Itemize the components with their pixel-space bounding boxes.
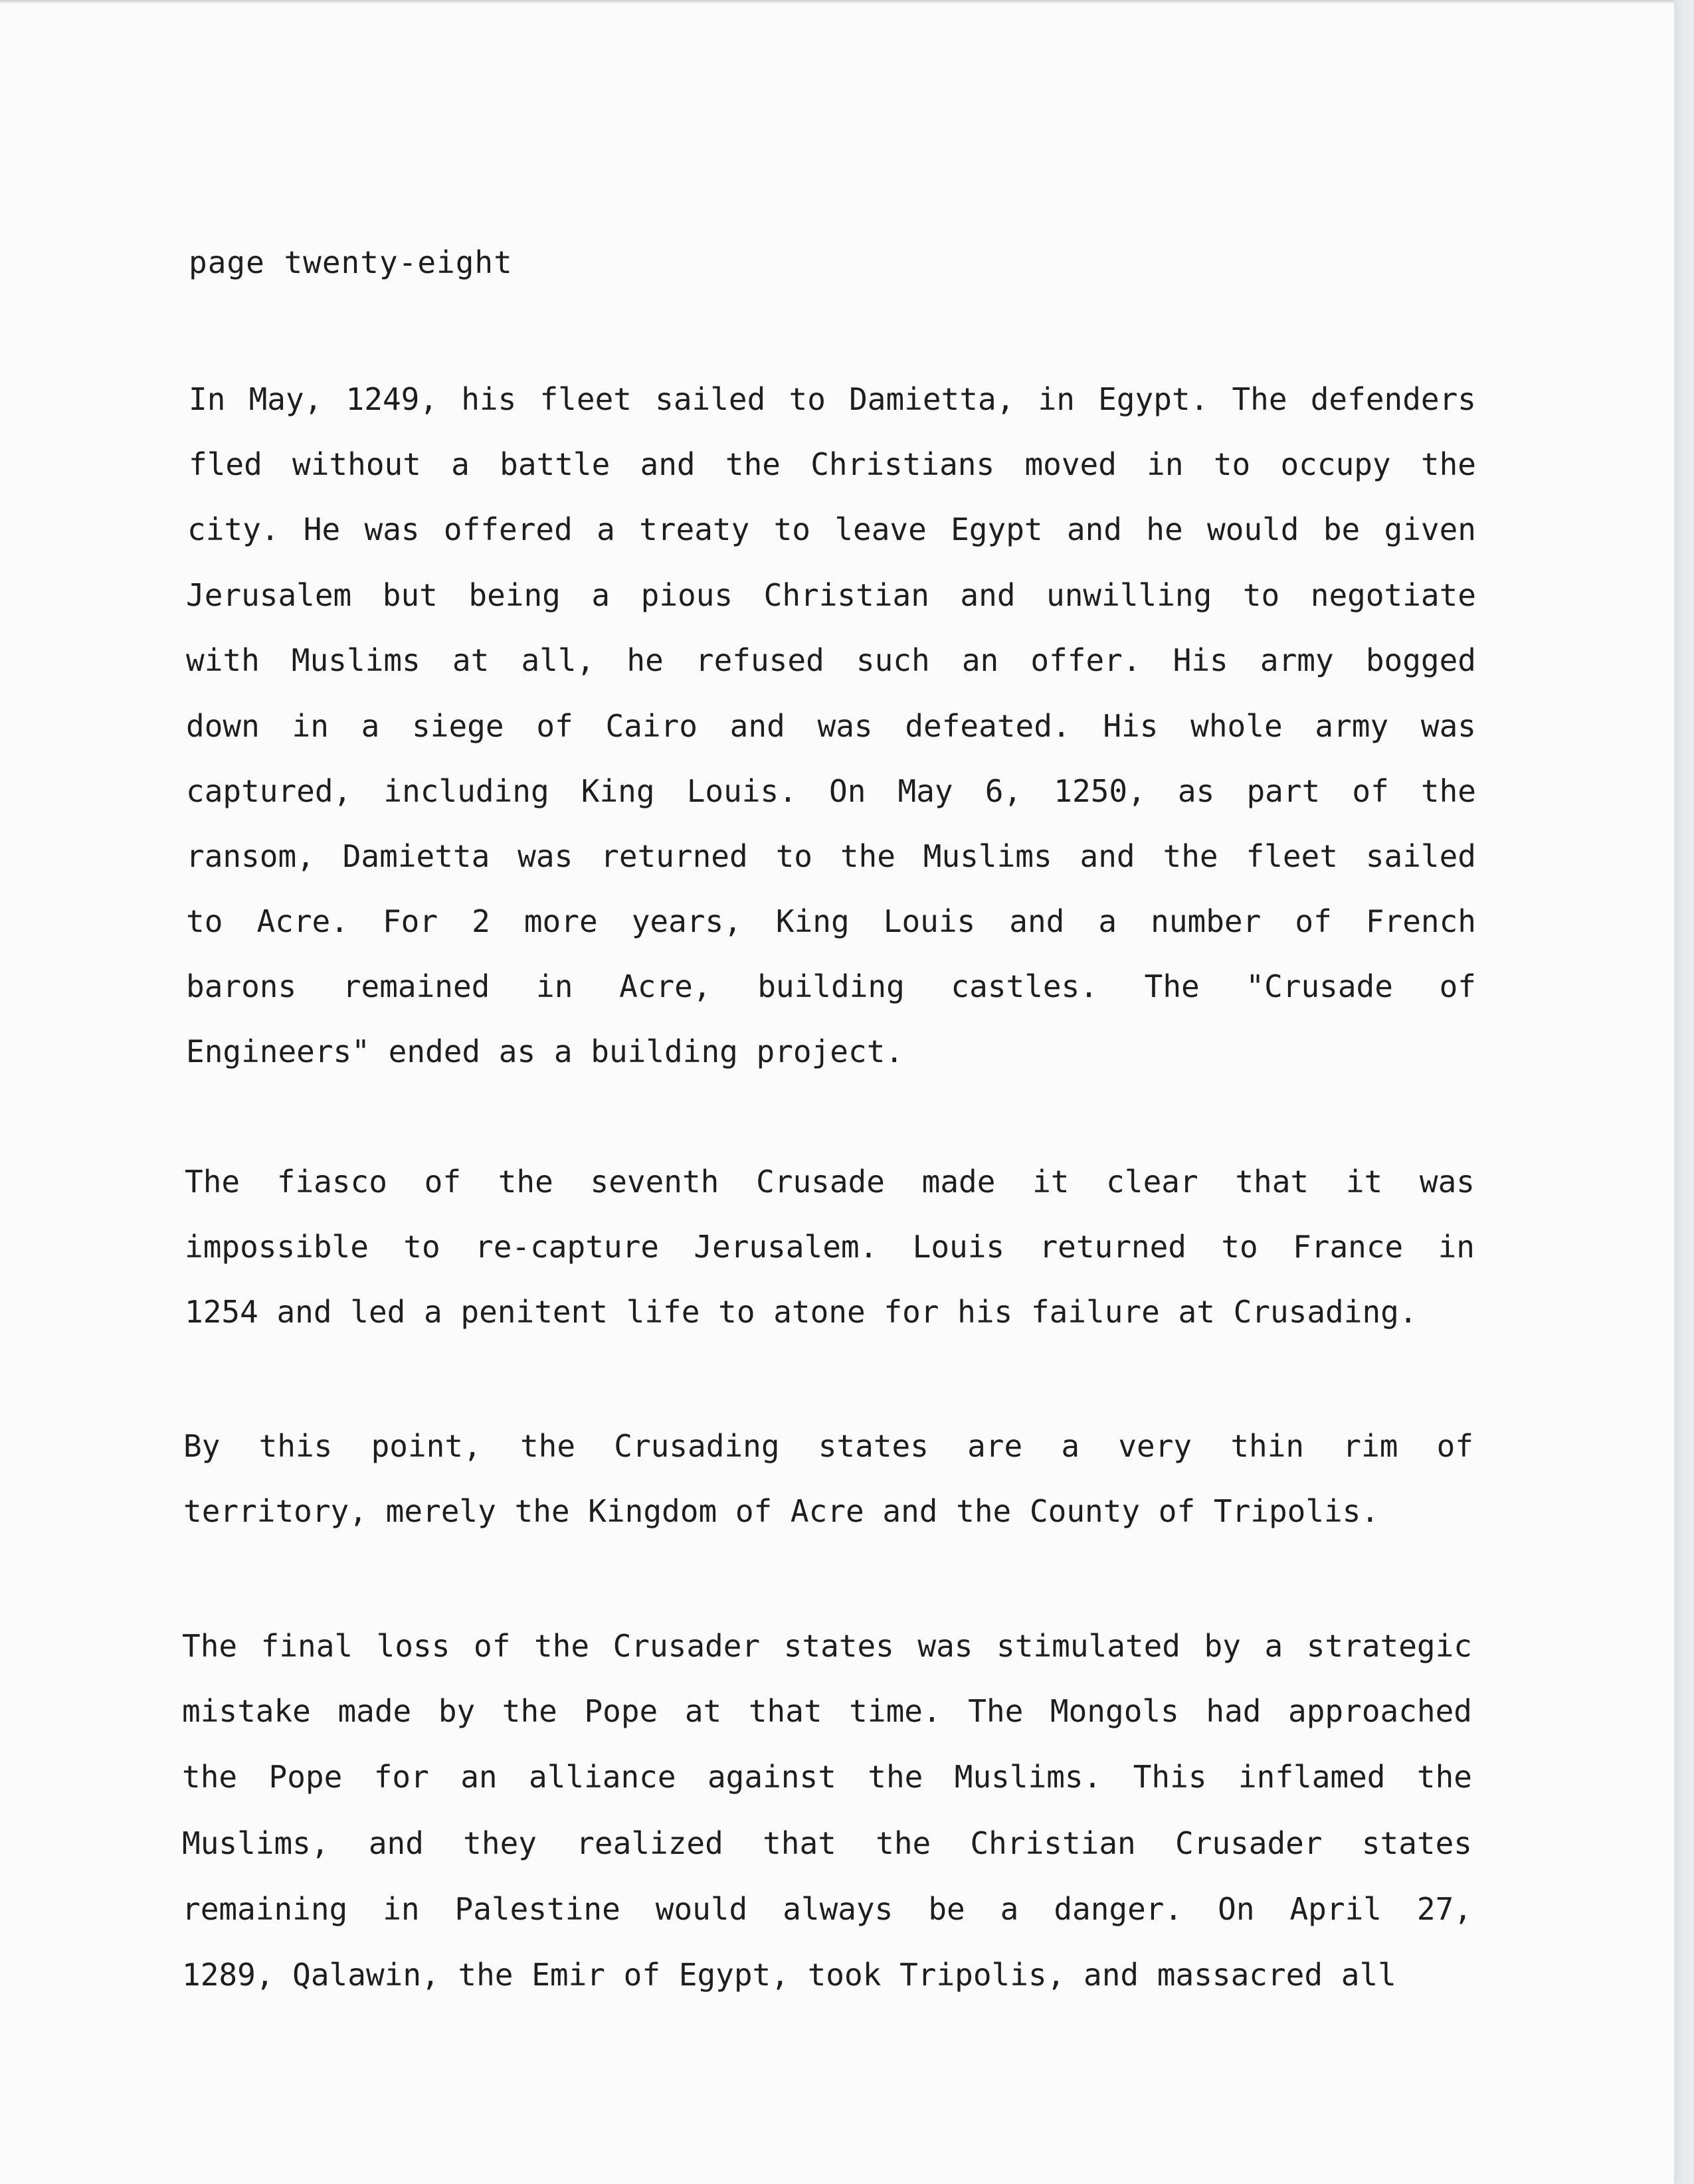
text-line: 1289, Qalawin, the Emir of Egypt, took Tripolis, and massacred all xyxy=(182,1957,1396,1993)
text-line: remaining in Palestine would always be a danger. On April 27, xyxy=(182,1891,1472,1927)
text-line: In May, 1249, his fleet sailed to Damietta, in Egypt. The defenders xyxy=(189,381,1476,417)
text-line: Jerusalem but being a pious Christian and unwilling to negotiate xyxy=(186,577,1476,613)
text-line: 1254 and led a penitent life to atone for his failure at Crusading. xyxy=(185,1294,1418,1330)
text-line: By this point, the Crusading states are a very thin rim of xyxy=(183,1428,1473,1464)
text-line: fled without a battle and the Christians moved in to occupy the xyxy=(189,446,1476,482)
text-line: the Pope for an alliance against the Muslims. This inflamed the xyxy=(182,1759,1472,1795)
text-line: Muslims, and they realized that the Christian Crusader states xyxy=(182,1825,1472,1861)
text-line: barons remained in Acre, building castles. The "Crusade of xyxy=(186,968,1476,1004)
text-line: to Acre. For 2 more years, King Louis and a number of French xyxy=(186,903,1476,939)
page-title: page twenty-eight xyxy=(189,244,513,280)
text-line: with Muslims at all, he refused such an offer. His army bogged xyxy=(186,642,1476,678)
text-line: down in a siege of Cairo and was defeated. His whole army was xyxy=(186,708,1476,744)
page-top-edge xyxy=(0,0,1674,4)
text-line: captured, including King Louis. On May 6, 1250, as part of the xyxy=(186,773,1476,809)
text-line: mistake made by the Pope at that time. The Mongols had approached xyxy=(182,1693,1472,1729)
text-line: The fiasco of the seventh Crusade made it clear that it was xyxy=(185,1164,1475,1200)
text-line: city. He was offered a treaty to leave Egypt and he would be given xyxy=(187,511,1476,547)
text-line: ransom, Damietta was returned to the Muslims and the fleet sailed xyxy=(186,838,1476,874)
text-line: Engineers" ended as a building project. xyxy=(186,1034,904,1069)
text-line: territory, merely the Kingdom of Acre and the County of Tripolis. xyxy=(183,1493,1380,1529)
text-line: The final loss of the Crusader states was stimulated by a strategic xyxy=(182,1628,1472,1664)
text-line: impossible to re-capture Jerusalem. Louis returned to France in xyxy=(185,1229,1475,1265)
